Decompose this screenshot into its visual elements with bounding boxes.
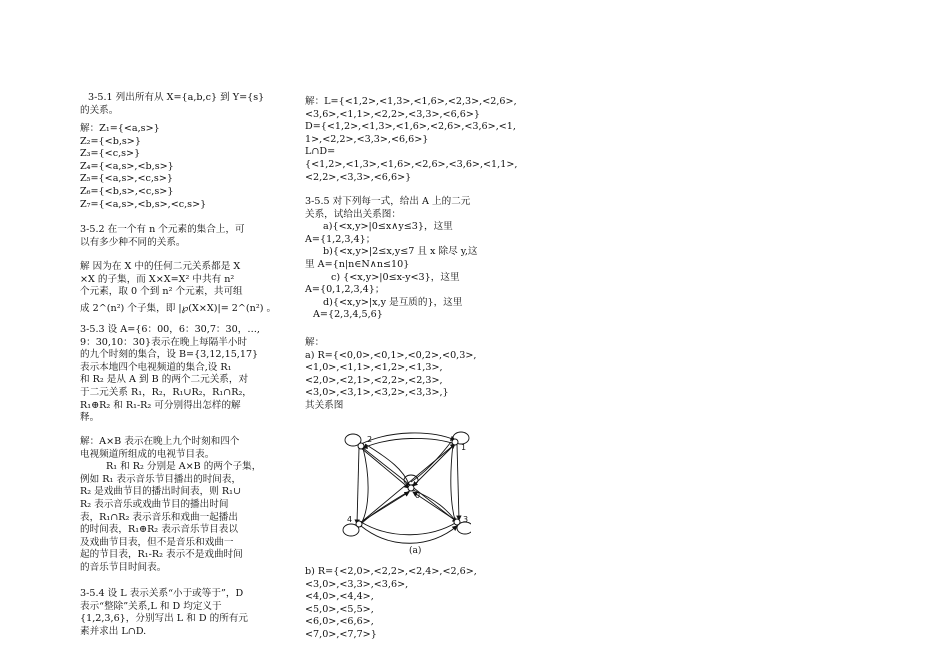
text-line: Z₇={<a,s>,<b,s>,<c,s>} xyxy=(80,198,207,210)
node-2 xyxy=(358,443,364,449)
text-line: Z₃={<c,s>} xyxy=(80,148,141,160)
text-line: 3-5.5 对下列每一式，给出 A 上的二元 xyxy=(305,196,471,207)
node-label: 2 xyxy=(367,435,373,444)
text-line: L∩D= xyxy=(305,146,336,158)
text-line: <5,0>,<5,5>, xyxy=(305,603,374,615)
text-line: {<1,2>,<1,3>,<1,6>,<2,6>,<3,6>,<1,1>, xyxy=(305,158,518,170)
text-line: c) {<x,y>|0≤x-y<3}，这里 xyxy=(331,271,460,283)
text-line: 3-5.1 列出所有从 X={a,b,c} 到 Y={s} xyxy=(88,92,265,103)
text-line: R₁ 和 R₂ 分别是 A×B 的两个子集， xyxy=(106,461,262,473)
solution-3-5-5-a xyxy=(305,337,519,413)
text-line: <7,0>,<7,7>} xyxy=(305,628,377,640)
text-line: 释。 xyxy=(80,412,100,424)
solution-3-5-5-b xyxy=(305,566,519,642)
figure-caption: (a) xyxy=(409,546,422,556)
text-line: 例如 R₁ 表示音乐节目播出的时间表， xyxy=(80,473,242,485)
text-line: 及戏曲节目表，但不是音乐和戏曲一 xyxy=(80,536,234,548)
text-line: 3-5.4 设 L 表示关系“小于或等于”，D xyxy=(80,588,244,599)
text-line: 其关系图 xyxy=(305,399,344,411)
text-line: A={1,2,3,4}； xyxy=(305,233,376,245)
text-line: <3,0>,<3,3>,<3,6>, xyxy=(305,578,409,590)
text-line: Z₂={<b,s>} xyxy=(80,135,141,147)
solution-3-5-3 xyxy=(80,436,294,575)
text-line: 9：30,10：30}表示在晚上每隔半小时 xyxy=(80,336,248,348)
text-line: <4,0>,<4,4>, xyxy=(305,591,374,603)
text-line: <1,0>,<1,1>,<1,2>,<1,3>, xyxy=(305,362,443,374)
text-line: 表，R₁∩R₂ 表示音乐和戏曲一起播出 xyxy=(80,511,238,523)
text-line: 成 2^(n²) 个子集，即 |℘(X×X)|= 2^(n²) 。 xyxy=(80,302,277,314)
relation-graph-svg xyxy=(341,430,471,560)
problem-3-5-2 xyxy=(80,224,294,249)
text-line: 解：A×B 表示在晚上九个时刻和四个 xyxy=(80,436,240,447)
text-line: 里 A={n|n∈N∧n≤10} xyxy=(305,258,410,270)
text-line: 解：L={<1,2>,<1,3>,<1,6>,<2,3>,<2,6>, xyxy=(305,96,517,107)
node-label: 0 xyxy=(415,491,421,500)
text-line: a) R={<0,0>,<0,1>,<0,2>,<0,3>, xyxy=(305,349,477,361)
text-line: 于二元关系 R₁，R₂，R₁∪R₂，R₁∩R₂， xyxy=(80,386,252,398)
node-label: 1 xyxy=(461,443,467,452)
text-line: <6,0>,<6,6>, xyxy=(305,616,374,628)
text-line: d){<x,y>|x,y 是互质的}，这里 xyxy=(323,296,463,308)
text-line: ×X 的子集，而 X×X=X² 中共有 n² xyxy=(80,273,235,285)
text-line: 素并求出 L∩D. xyxy=(80,625,147,637)
text-line: 起的节目表，R₁-R₂ 表示不是戏曲时间 xyxy=(80,549,243,561)
node-label: 3 xyxy=(463,515,469,524)
text-line: 表示本地四个电视频道的集合,设 R₁ xyxy=(80,361,232,373)
text-line: 以有多少种不同的关系。 xyxy=(80,236,186,248)
text-line: 的九个时刻的集合，设 B={3,12,15,17} xyxy=(80,349,259,361)
text-line: <2,2>,<3,3>,<6,6>} xyxy=(305,171,412,183)
node-3 xyxy=(454,519,460,525)
text-line: 3-5.3 设 A={6：00，6：30,7：30，…, xyxy=(80,324,260,335)
text-line: <2,0>,<2,1>,<2,2>,<2,3>, xyxy=(305,374,443,386)
text-line: Z₅={<a,s>,<c,s>} xyxy=(80,173,174,185)
node-1 xyxy=(452,439,458,445)
node-4 xyxy=(356,521,362,527)
text-line: 解： xyxy=(305,337,325,348)
text-line: <3,0>,<3,1>,<3,2>,<3,3>,} xyxy=(305,387,449,399)
text-line: Z₆={<b,s>,<c,s>} xyxy=(80,185,174,197)
text-line: <3,6>,<1,1>,<2,2>,<3,3>,<6,6>} xyxy=(305,108,480,120)
text-line: R₂ 是戏曲节目的播出时间表，则 R₁∪ xyxy=(80,486,241,498)
text-line: 的音乐节目时间表。 xyxy=(80,561,167,573)
text-line: 个元素，取 0 个到 n² 个元素，共可组 xyxy=(80,286,243,298)
text-line: 的时间表，R₁⊕R₂ 表示音乐节目表以 xyxy=(80,524,238,536)
text-line: A={2,3,4,5,6} xyxy=(313,309,383,321)
solution-3-5-1 xyxy=(80,123,294,211)
text-line: 3-5.2 在一个有 n 个元素的集合上，可 xyxy=(80,224,245,235)
text-line: b){<x,y>|2≤x,y≤7 且 x 除尽 y,这 xyxy=(323,246,478,258)
text-line: a){<x,y>|0≤x∧y≤3}，这里 xyxy=(323,221,453,233)
text-line: R₂ 表示音乐或戏曲节目的播出时间 xyxy=(80,498,229,510)
text-line: {1,2,3,6}，分别写出 L 和 D 的所有元 xyxy=(80,613,248,625)
problem-3-5-3 xyxy=(80,324,294,425)
text-line: 表示“整除”关系,L 和 D 均定义于 xyxy=(80,600,222,612)
text-line: Z₄={<a,s>,<b,s>} xyxy=(80,160,174,172)
text-line: R₁⊕R₂ 和 R₁-R₂ 可分别得出怎样的解 xyxy=(80,399,241,411)
text-line: 1>,<2,2>,<3,3>,<6,6>} xyxy=(305,133,429,145)
node-label: 4 xyxy=(347,515,353,524)
solution-3-5-2 xyxy=(80,261,294,315)
text-line: 电视频道所组成的电视节目表。 xyxy=(80,448,215,460)
relation-graph-a xyxy=(341,430,471,560)
text-line: 解：Z₁={<a,s>} xyxy=(80,123,160,134)
text-line: D={<1,2>,<1,3>,<1,6>,<2,6>,<3,6>,<1, xyxy=(305,121,516,133)
text-line: b) R={<2,0>,<2,2>,<2,4>,<2,6>, xyxy=(305,566,477,577)
node-0 xyxy=(408,485,414,491)
problem-3-5-4 xyxy=(80,588,294,638)
text-line: 解 因为在 X 中的任何二元关系都是 X xyxy=(80,261,241,272)
text-line: A={0,1,2,3,4}； xyxy=(305,284,385,296)
text-line: 关系，试给出关系图： xyxy=(305,208,401,220)
text-line: 的关系。 xyxy=(80,104,119,116)
text-line: 和 R₂ 是从 A 到 B 的两个二元关系，对 xyxy=(80,374,249,386)
problem-3-5-1 xyxy=(80,92,294,117)
problem-3-5-5 xyxy=(305,196,519,322)
solution-3-5-4 xyxy=(305,96,519,184)
